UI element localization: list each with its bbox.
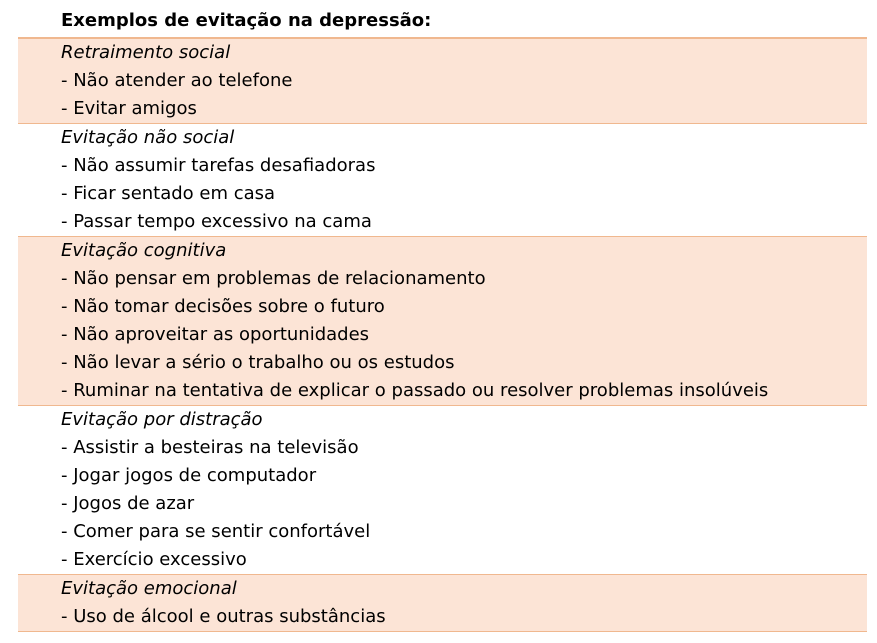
list-item: - Não levar a sério o trabalho ou os estudos	[61, 352, 455, 373]
page-title: Exemplos de evitação na depressão:	[61, 10, 432, 31]
section-heading: Retraimento social	[61, 42, 231, 63]
list-item: - Não assumir tarefas desafiadoras	[61, 155, 376, 176]
list-item: - Evitar amigos	[61, 98, 197, 119]
list-item: - Não aproveitar as oportunidades	[61, 324, 370, 345]
section-cognitive-avoidance	[18, 237, 867, 406]
section-emotional-avoidance	[18, 575, 867, 632]
section-heading: Evitação cognitiva	[61, 240, 227, 261]
section-heading: Evitação não social	[61, 127, 235, 148]
list-item: - Ruminar na tentativa de explicar o passado ou resolver problemas insolúveis	[61, 380, 769, 401]
list-item: - Comer para se sentir confortável	[61, 521, 371, 542]
list-item: - Não pensar em problemas de relacionamento	[61, 268, 486, 289]
list-item: - Ficar sentado em casa	[61, 183, 276, 204]
list-item: - Não tomar decisões sobre o futuro	[61, 296, 385, 317]
section-heading: Evitação emocional	[61, 578, 237, 599]
list-item: - Assistir a besteiras na televisão	[61, 437, 359, 458]
list-item: - Exercício excessivo	[61, 549, 247, 570]
section-heading: Evitação por distração	[61, 409, 263, 430]
list-item: - Jogar jogos de computador	[61, 465, 317, 486]
list-item: - Passar tempo excessivo na cama	[61, 211, 372, 232]
list-item: - Não atender ao telefone	[61, 70, 293, 91]
list-item: - Jogos de azar	[61, 493, 195, 514]
section-social-withdrawal	[18, 39, 867, 124]
section-distraction-avoidance	[18, 406, 867, 575]
list-item: - Uso de álcool e outras substâncias	[61, 606, 386, 627]
avoidance-table	[18, 37, 867, 632]
section-non-social-avoidance	[18, 124, 867, 237]
